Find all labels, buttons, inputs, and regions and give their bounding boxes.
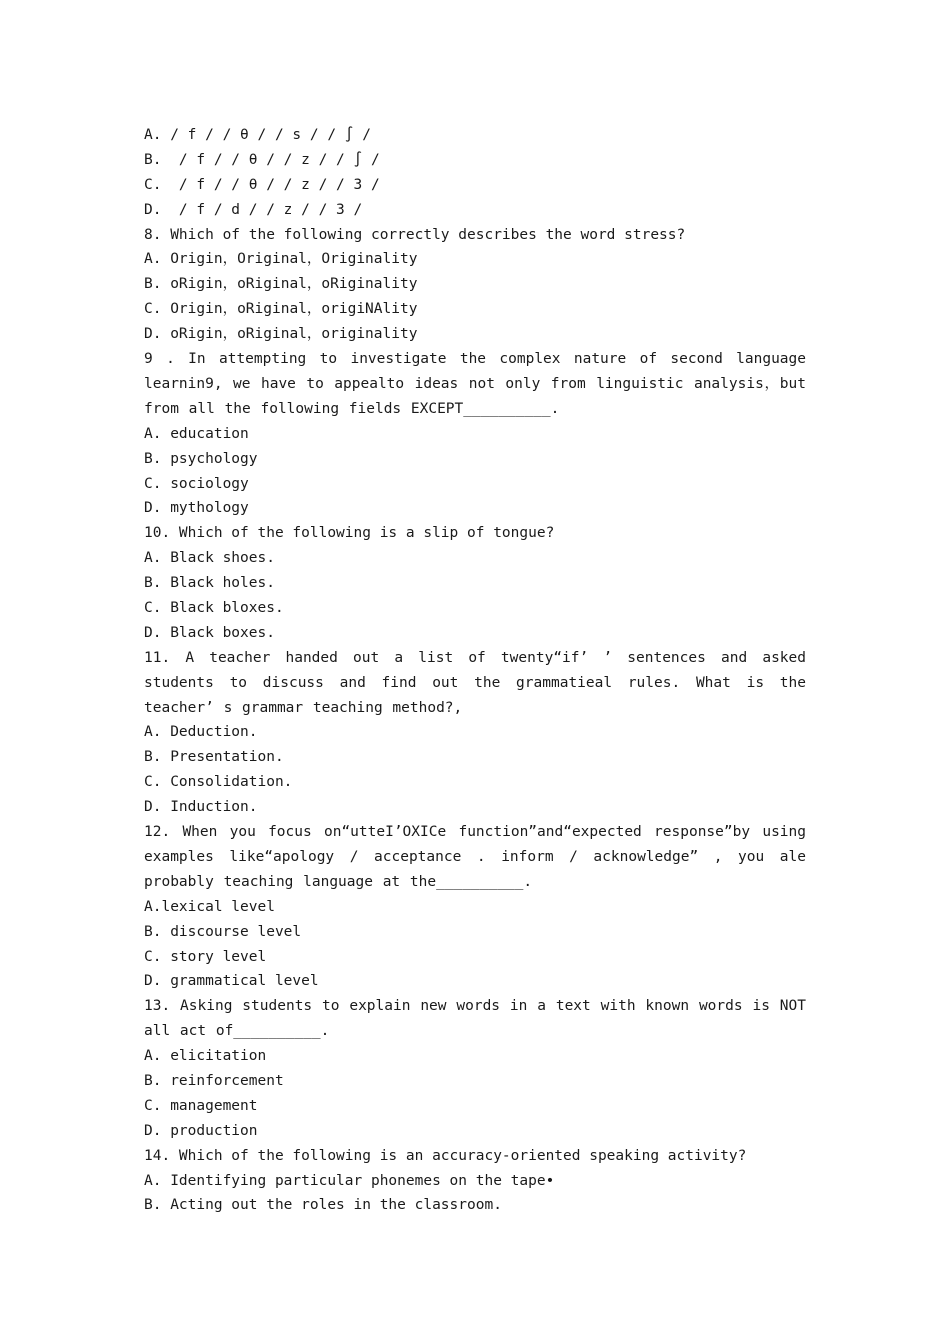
question-7-options [144,123,806,223]
question-11-stem: 11. A teacher handed out a list of twenty“if’ ’ sentences and asked students to discuss and find out the grammatieal rules. What is the teacher’ s grammar teaching method?, [144,649,806,716]
option-8a: A. Origin，Original，Originality [144,251,418,268]
option-10d: D. Black boxes. [144,624,275,641]
question-10 [144,521,806,645]
question-8 [144,223,806,347]
option-7a: A. / f / / θ / / s / / ∫ / [144,127,371,143]
option-11a: A. Deduction. [144,724,258,741]
option-10c: C. Black bloxes. [144,599,284,616]
option-8b: B. oRigin，oRiginal，oRiginality [144,276,418,293]
option-8d: D. oRigin，oRiginal，originality [144,326,418,343]
option-7b: B. / f / / θ / / z / / ∫ / [144,151,380,168]
question-9 [144,347,806,521]
question-11 [144,646,806,820]
option-9c: C. sociology [144,475,249,492]
option-7c: C. / f / / θ / / z / / 3 / [144,176,380,193]
option-12b: B. discourse level [144,923,302,940]
option-14b: B. Acting out the roles in the classroom. [144,1197,502,1214]
question-14 [144,1144,806,1219]
option-11b: B. Presentation. [144,749,284,766]
option-11d: D. Induction. [144,799,258,816]
option-7d: D. / f / d / / z / / 3 / [144,201,363,218]
question-12 [144,820,806,994]
exam-page [144,123,806,1218]
question-12-stem: 12. When you focus on“utteI’OXICe function”and“expected response”by using examples like“apology / acceptance . inform / acknowledge” , you ale probably teaching language at the__________. [144,824,806,890]
question-8-stem: 8. Which of the following correctly describes the word stress? [144,226,686,243]
option-13b: B. reinforcement [144,1073,284,1090]
question-9-stem: 9 . In attempting to investigate the complex nature of second language learnin9, we have to appealto ideas not only from linguistic analysis，but from all the following fields EXCEPT__________. [144,351,806,417]
option-14a: A. Identifying particular phonemes on the tape• [144,1172,555,1189]
option-11c: C. Consolidation. [144,774,293,791]
question-13 [144,994,806,1143]
option-10b: B. Black holes. [144,575,275,592]
option-8c: C. Origin，oRiginal，origiNAlity [144,301,418,318]
question-13-stem: 13. Asking students to explain new words in a text with known words is NOT all act of__________. [144,998,806,1040]
option-9b: B. psychology [144,450,258,467]
question-10-stem: 10. Which of the following is a slip of tongue? [144,525,555,542]
option-13a: A. elicitation [144,1048,267,1065]
option-12c: C. story level [144,948,267,965]
option-9d: D. mythology [144,500,249,517]
option-13c: C. management [144,1097,258,1114]
option-12a: A.lexical level [144,898,275,915]
option-12d: D. grammatical level [144,973,319,990]
option-13d: D. production [144,1122,258,1139]
question-14-stem: 14. Which of the following is an accuracy-oriented speaking activity? [144,1147,747,1164]
option-9a: A. education [144,425,249,442]
option-10a: A. Black shoes. [144,550,275,567]
